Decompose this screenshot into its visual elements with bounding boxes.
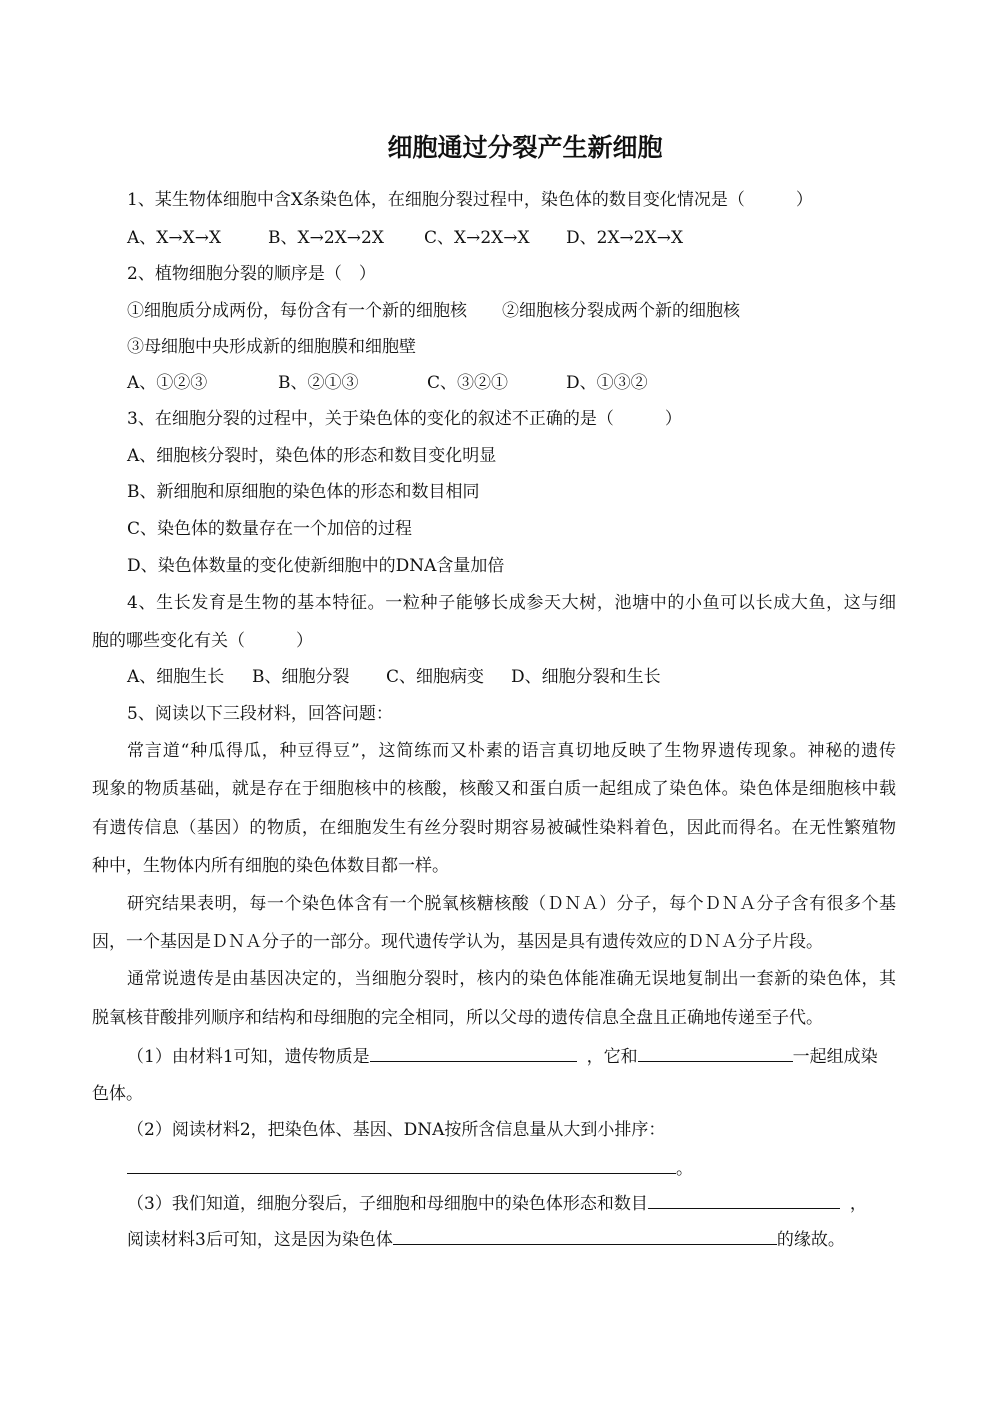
answer-blank-3[interactable] [127, 1155, 676, 1174]
q2-option-b: B、②①③ [278, 373, 359, 393]
q3-option-a: A、细胞核分裂时，染色体的形态和数目变化明显 [127, 446, 497, 466]
q4-option-a: A、细胞生长 [127, 667, 225, 687]
subquestion-1-text-d: 色体。 [92, 1084, 143, 1104]
q2-item-1: ①细胞质分成两份，每份含有一个新的细胞核 [127, 301, 467, 321]
subquestion-3 [127, 1190, 867, 1216]
subquestion-1 [127, 1043, 878, 1069]
page-title: 细胞通过分裂产生新细胞 [387, 133, 663, 162]
material-1-line-1: 常言道“种瓜得瓜，种豆得豆”，这简练而又朴素的语言真切地反映了生物界遗传现象。神秘的遗传 [127, 741, 896, 761]
subquestion-2-text: （2）阅读材料2，把染色体、基因、DNA按所含信息量从大到小排序： [127, 1120, 666, 1140]
subquestion-1-text-c: 一起组成染 [792, 1047, 878, 1067]
q2-option-a: A、①②③ [127, 373, 208, 393]
q1-option-d: D、2X→2X→X [566, 228, 684, 248]
answer-blank-1[interactable] [370, 1043, 577, 1062]
subquestion-3-text-b: ， [849, 1194, 867, 1214]
material-2-line-2: 因，一个基因是ＤＮＡ分子的一部分。现代遗传学认为，基因是具有遗传效应的ＤＮＡ分子片段。 [92, 932, 823, 952]
q1-option-b: B、X→2X→2X [268, 228, 384, 248]
subquestion-1-text-b: ，它和 [586, 1047, 638, 1067]
question-3-stem: 3、在细胞分裂的过程中，关于染色体的变化的叙述不正确的是（ ） [127, 409, 682, 429]
q4-option-c: C、细胞病变 [386, 667, 485, 687]
subquestion-3-text-c: 阅读材料3后可知，这是因为染色体 [127, 1230, 393, 1250]
question-5-stem: 5、阅读以下三段材料，回答问题： [127, 704, 393, 724]
q3-option-d: D、染色体数量的变化使新细胞中的DNA含量加倍 [127, 556, 505, 576]
material-3-line-2: 脱氧核苷酸排列顺序和结构和母细胞的完全相同，所以父母的遗传信息全盘且正确地传递至子代。 [92, 1008, 823, 1028]
question-1-stem: 1、某生物体细胞中含X条染色体，在细胞分裂过程中，染色体的数目变化情况是（ ） [127, 190, 813, 210]
answer-blank-5[interactable] [393, 1226, 777, 1245]
q3-option-b: B、新细胞和原细胞的染色体的形态和数目相同 [127, 482, 480, 502]
material-3-line-1: 通常说遗传是由基因决定的，当细胞分裂时，核内的染色体能准确无误地复制出一套新的染色体，其 [127, 969, 896, 989]
subquestion-3-line-2 [127, 1226, 845, 1252]
material-1-line-4: 种中，生物体内所有细胞的染色体数目都一样。 [92, 856, 449, 876]
subquestion-2-answer-line [127, 1155, 693, 1181]
material-2-line-1: 研究结果表明，每一个染色体含有一个脱氧核糖核酸（ＤＮＡ）分子，每个ＤＮＡ分子含有很多个基 [127, 894, 896, 914]
subquestion-2-end: 。 [676, 1159, 693, 1179]
subquestion-3-text-d: 的缘故。 [776, 1230, 845, 1250]
answer-blank-4[interactable] [648, 1190, 840, 1209]
question-2-stem: 2、植物细胞分裂的顺序是（ ） [127, 264, 376, 284]
q2-item-2: ②细胞核分裂成两个新的细胞核 [502, 301, 740, 321]
answer-blank-2[interactable] [638, 1043, 793, 1062]
q2-option-c: C、③②① [427, 373, 509, 393]
q1-option-a: A、X→X→X [127, 228, 222, 248]
question-4-stem-line-1: 4、生长发育是生物的基本特征。一粒种子能够长成参天大树，池塘中的小鱼可以长成大鱼，这与细 [127, 593, 896, 613]
subquestion-1-text-a: （1）由材料1可知，遗传物质是 [127, 1047, 370, 1067]
q3-option-c: C、染色体的数量存在一个加倍的过程 [127, 519, 413, 539]
material-1-line-3: 有遗传信息（基因）的物质，在细胞发生有丝分裂时期容易被碱性染料着色，因此而得名。在无性繁殖物 [92, 818, 896, 838]
material-1-line-2: 现象的物质基础，就是存在于细胞核中的核酸，核酸又和蛋白质一起组成了染色体。染色体是细胞核中载 [92, 779, 896, 799]
q4-option-b: B、细胞分裂 [252, 667, 350, 687]
q4-option-d: D、细胞分裂和生长 [511, 667, 661, 687]
q2-item-3: ③母细胞中央形成新的细胞膜和细胞壁 [127, 337, 416, 357]
subquestion-3-text-a: （3）我们知道，细胞分裂后，子细胞和母细胞中的染色体形态和数目 [127, 1194, 648, 1214]
q1-option-c: C、X→2X→X [424, 228, 530, 248]
q2-option-d: D、①③② [566, 373, 648, 393]
question-4-stem-line-2: 胞的哪些变化有关（ ） [92, 631, 313, 651]
